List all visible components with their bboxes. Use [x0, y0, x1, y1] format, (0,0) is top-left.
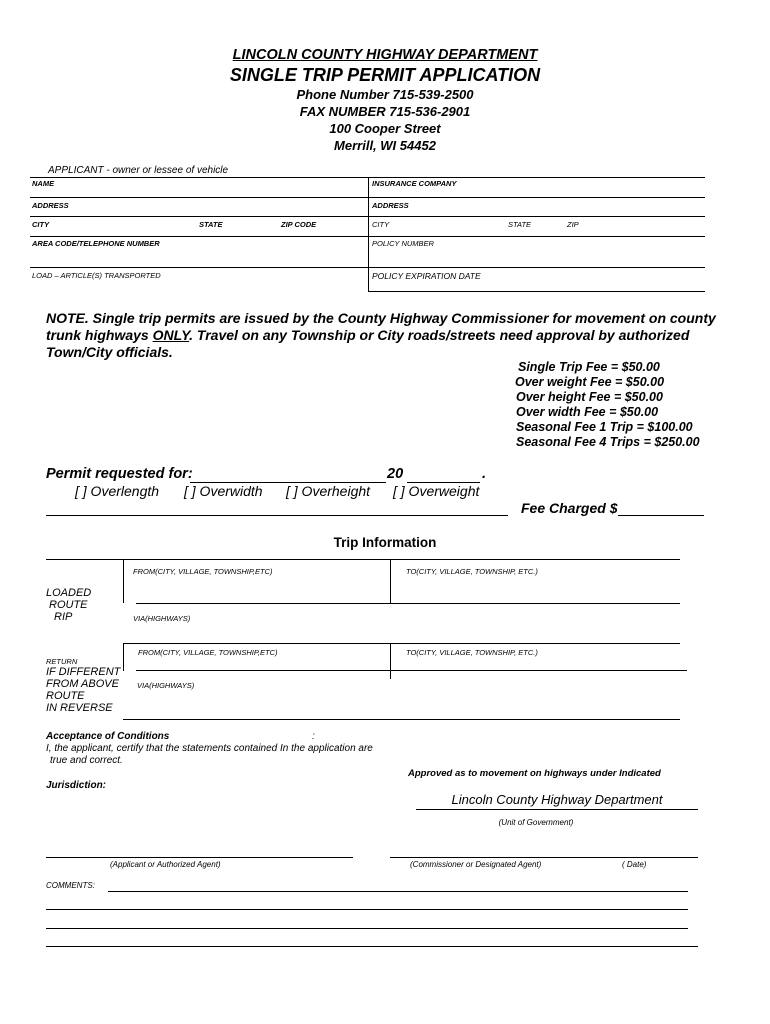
insurance-state-label: STATE	[508, 220, 532, 229]
fee-single-trip: Single Trip Fee = $50.00	[518, 360, 660, 374]
loaded-route-label: LOADED ROUTE RIP	[46, 587, 92, 623]
permit-note: NOTE. Single trip permits are issued by the County Highway Commissioner for movement on county trunk highways ONLY. Travel on any Township or City roads/streets need approval by authorized Town/City officials.	[46, 310, 716, 360]
insurance-city-label: CITY	[372, 220, 390, 229]
zip-code-label: ZIP CODE	[281, 220, 317, 229]
fee-overweight: Over weight Fee = $50.00	[515, 375, 665, 389]
acceptance-colon: :	[312, 731, 315, 742]
comments-line-1[interactable]	[108, 891, 688, 892]
insurance-zip-label: ZIP	[567, 220, 579, 229]
loaded-via-label: VIA(HIGHWAYS)	[133, 614, 191, 623]
return-from-to-line[interactable]	[136, 670, 687, 671]
return-route-label: IF DIFFERENT FROM ABOVE ROUTE IN REVERSE	[46, 666, 121, 714]
state-label: STATE	[199, 220, 223, 229]
insurance-address-label: ADDRESS	[372, 201, 409, 210]
date-label: ( Date)	[622, 860, 647, 869]
department-name: LINCOLN COUNTY HIGHWAY DEPARTMENT	[232, 47, 538, 63]
policy-expiration-label: POLICY EXPIRATION DATE	[372, 271, 481, 281]
certify-line-1: I, the applicant, certify that the statements contained In the application are	[46, 743, 373, 754]
policy-number-label: POLICY NUMBER	[372, 239, 434, 248]
city-state-zip: Merrill, WI 54452	[334, 138, 436, 153]
fax-number: FAX NUMBER 715-536-2901	[299, 104, 471, 119]
applicant-signature-line[interactable]	[46, 857, 353, 858]
city-label: CITY	[32, 220, 50, 229]
approved-text: Approved as to movement on highways under Indicated	[408, 768, 661, 779]
commissioner-signature-line[interactable]	[390, 857, 698, 858]
fee-charged-line[interactable]	[618, 515, 704, 516]
option-overweight[interactable]: [ ] Overweight	[393, 483, 480, 499]
return-label: RETURN	[46, 657, 78, 666]
return-via-label: VIA(HIGHWAYS)	[137, 681, 195, 690]
address-label: ADDRESS	[32, 201, 69, 210]
fee-charged-label: Fee Charged $	[521, 500, 618, 516]
trip-info-title: Trip Information	[333, 535, 437, 550]
option-overheight[interactable]: [ ] Overheight	[286, 483, 371, 499]
fee-seasonal-4: Seasonal Fee 4 Trips = $250.00	[516, 435, 700, 449]
phone-label: AREA CODE/TELEPHONE NUMBER	[32, 239, 160, 248]
unit-of-government-label: (Unit of Government)	[498, 818, 574, 827]
fee-overwidth: Over width Fee = $50.00	[516, 405, 659, 419]
comments-line-3[interactable]	[46, 928, 688, 929]
phone-number: Phone Number 715-539-2500	[296, 87, 474, 102]
form-title: SINGLE TRIP PERMIT APPLICATION	[229, 65, 541, 85]
insurance-company-label: INSURANCE COMPANY	[372, 179, 457, 188]
certify-line-2: true and correct.	[50, 755, 123, 766]
return-from-label: FROM(CITY, VILLAGE, TOWNSHIP,ETC)	[138, 648, 278, 657]
permit-requested-label: Permit requested for:	[46, 466, 193, 482]
jurisdiction-label: Jurisdiction:	[46, 780, 107, 791]
comments-line-4[interactable]	[46, 946, 698, 947]
option-overwidth[interactable]: [ ] Overwidth	[184, 483, 263, 499]
permit-period: .	[482, 466, 487, 482]
loaded-via-line[interactable]	[123, 643, 680, 644]
applicant-heading: APPLICANT - owner or lessee of vehicle	[48, 165, 229, 176]
comments-line-2[interactable]	[46, 909, 688, 910]
return-via-line[interactable]	[123, 719, 680, 720]
loaded-to-label: TO(CITY, VILLAGE, TOWNSHIP, ETC.)	[406, 567, 538, 576]
fee-overheight: Over height Fee = $50.00	[516, 390, 663, 404]
loaded-from-label: FROM(CITY, VILLAGE, TOWNSHIP,ETC)	[133, 567, 273, 576]
applicant-signature-label: (Applicant or Authorized Agent)	[110, 860, 221, 869]
comments-label: COMMENTS:	[46, 881, 95, 890]
return-to-label: TO(CITY, VILLAGE, TOWNSHIP, ETC.)	[406, 648, 538, 657]
agency-name: Lincoln County Highway Department	[451, 792, 663, 807]
load-label: LOAD – ARTICLE(S) TRANSPORTED	[32, 271, 161, 280]
commissioner-signature-label: (Commissioner or Designated Agent)	[410, 860, 542, 869]
fee-seasonal-1: Seasonal Fee 1 Trip = $100.00	[516, 420, 693, 434]
acceptance-title: Acceptance of Conditions	[46, 731, 170, 742]
permit-year-prefix: 20	[387, 466, 404, 482]
loaded-from-to-line[interactable]	[136, 603, 680, 604]
street-address: 100 Cooper Street	[329, 121, 441, 136]
option-overlength[interactable]: [ ] Overlength	[75, 483, 160, 499]
name-label: NAME	[32, 179, 55, 188]
